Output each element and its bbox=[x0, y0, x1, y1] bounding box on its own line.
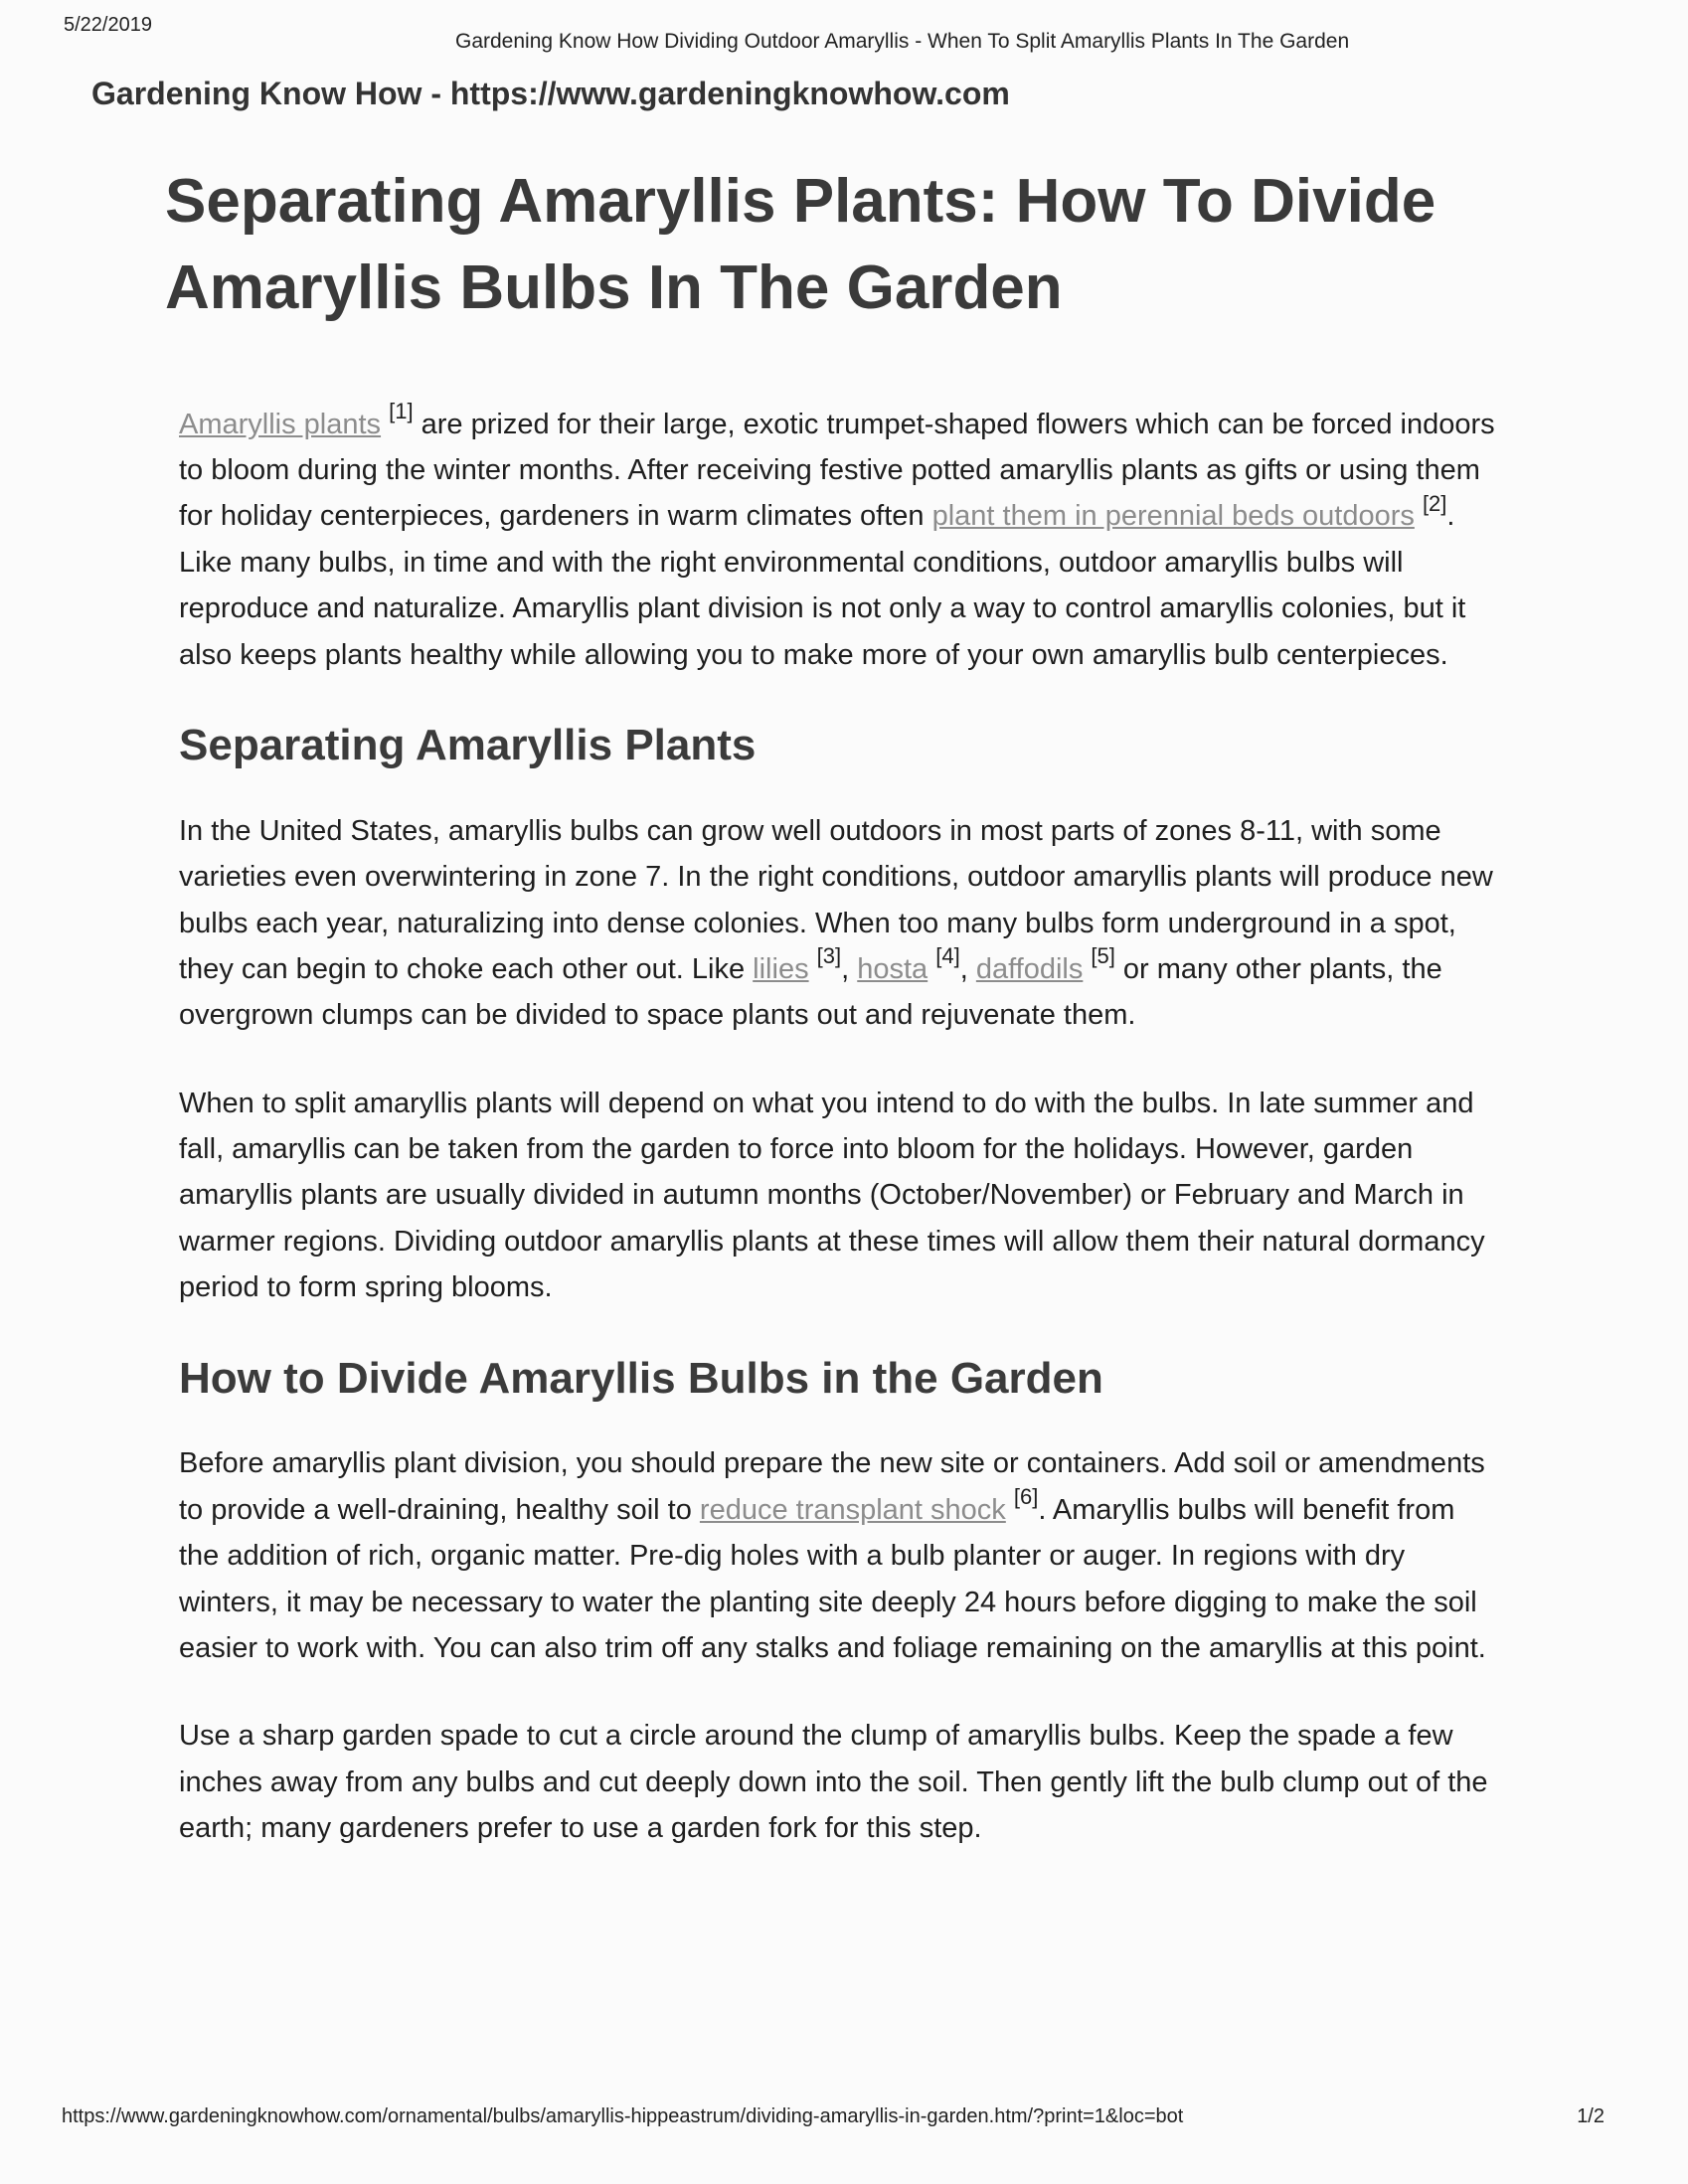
print-footer-url: https://www.gardeningknowhow.com/ornamental/bulbs/amaryllis-hippeastrum/dividing-amaryllis-in-garden.htm/?print=1&loc=bot bbox=[62, 2105, 1184, 2127]
footnote-ref-4: [4] bbox=[935, 943, 960, 969]
section1-paragraph-1 bbox=[179, 808, 1501, 1039]
article-title: Separating Amaryllis Plants: How To Divide Amaryllis Bulbs In The Garden bbox=[165, 167, 1436, 322]
link-daffodils[interactable]: daffodils bbox=[975, 952, 1084, 985]
section-heading-separating: Separating Amaryllis Plants bbox=[179, 720, 757, 769]
link-amaryllis-plants[interactable]: Amaryllis plants bbox=[179, 408, 382, 440]
link-plant-outdoors[interactable]: plant them in perennial beds outdoors bbox=[931, 500, 1415, 533]
section2-p1-text-1: Before amaryllis plant division, you should prepare the new site or containers. Add soil or amendments to provide a well-draining, healthy soil to bbox=[179, 1447, 1485, 1526]
link-lilies[interactable]: lilies bbox=[753, 952, 809, 985]
section1-paragraph-2: When to split amaryllis plants will depend on what you intend to do with the bulbs. In late summer and fall, amaryllis can be taken from the garden to force into bloom for the holidays. However, garden amaryllis plants are usually divided in autumn months (October/November) or February and March in warmer regions. Dividing outdoor amaryllis plants at these times will allow them their natural dormancy period to form spring blooms. bbox=[179, 1087, 1485, 1304]
section1-p1-text-1: In the United States, amaryllis bulbs can grow well outdoors in most parts of zones 8-11, with some varieties even overwintering in zone 7. In the right conditions, outdoor amaryllis plants will produce new bulbs each year, naturalizing into dense colonies. When too many bulbs form underground in a spot, they can begin to choke each other out. Like bbox=[179, 814, 1493, 985]
footnote-ref-5: [5] bbox=[1091, 943, 1115, 969]
print-page-title: Gardening Know How Dividing Outdoor Amaryllis - When To Split Amaryllis Plants In The Garden bbox=[455, 30, 1350, 53]
section1-p1-text-2: or many other plants, the overgrown clumps can be divided to space plants out and rejuvenate them. bbox=[179, 952, 1442, 1032]
link-reduce-transplant-shock[interactable]: reduce transplant shock bbox=[699, 1493, 1006, 1526]
intro-text-1: are prized for their large, exotic trumpet-shaped flowers which can be forced indoors to bloom during the winter months. After receiving festive potted amaryllis plants as gifts or using them for holiday centerpieces, gardeners in warm climates often bbox=[179, 408, 1495, 533]
print-date: 5/22/2019 bbox=[64, 14, 152, 36]
footnote-ref-6: [6] bbox=[1013, 1484, 1039, 1510]
link-hosta[interactable]: hosta bbox=[857, 952, 928, 985]
separator-1: , bbox=[841, 952, 858, 985]
footnote-ref-1: [1] bbox=[389, 398, 414, 423]
section2-paragraph-2: Use a sharp garden spade to cut a circle around the clump of amaryllis bulbs. Keep the spade a few inches away from any bulbs and cut deeply down into the soil. Then gently lift the bulb clump out of the earth; many gardeners prefer to use a garden fork for this step. bbox=[179, 1720, 1488, 1845]
page-number: 1/2 bbox=[1577, 2105, 1604, 2127]
section2-p1-text-2: . Amaryllis bulbs will benefit from the addition of rich, organic matter. Pre-dig holes with a bulb planter or auger. In regions with dry winters, it may be necessary to water the planting site deeply 24 hours before digging to make the soil easier to work with. You can also trim off any stalks and foliage remaining on the amaryllis at this point. bbox=[179, 1493, 1486, 1664]
site-header: Gardening Know How - https://www.gardeningknowhow.com bbox=[91, 76, 1010, 111]
footnote-ref-2: [2] bbox=[1422, 490, 1447, 516]
intro-paragraph bbox=[179, 398, 1501, 678]
footnote-ref-3: [3] bbox=[816, 943, 842, 969]
intro-text-2: . Like many bulbs, in time and with the right environmental conditions, outdoor amaryllis bulbs will reproduce and naturalize. Amaryllis plant division is not only a way to control amaryllis colonies, but it also keeps plants healthy while allowing you to make more of your own amaryllis bulb centerpieces. bbox=[179, 500, 1466, 671]
section2-paragraph-1 bbox=[179, 1440, 1501, 1671]
separator-2: , bbox=[959, 952, 976, 985]
section-heading-how-to-divide: How to Divide Amaryllis Bulbs in the Garden bbox=[179, 1353, 1103, 1403]
article bbox=[165, 159, 1501, 1894]
